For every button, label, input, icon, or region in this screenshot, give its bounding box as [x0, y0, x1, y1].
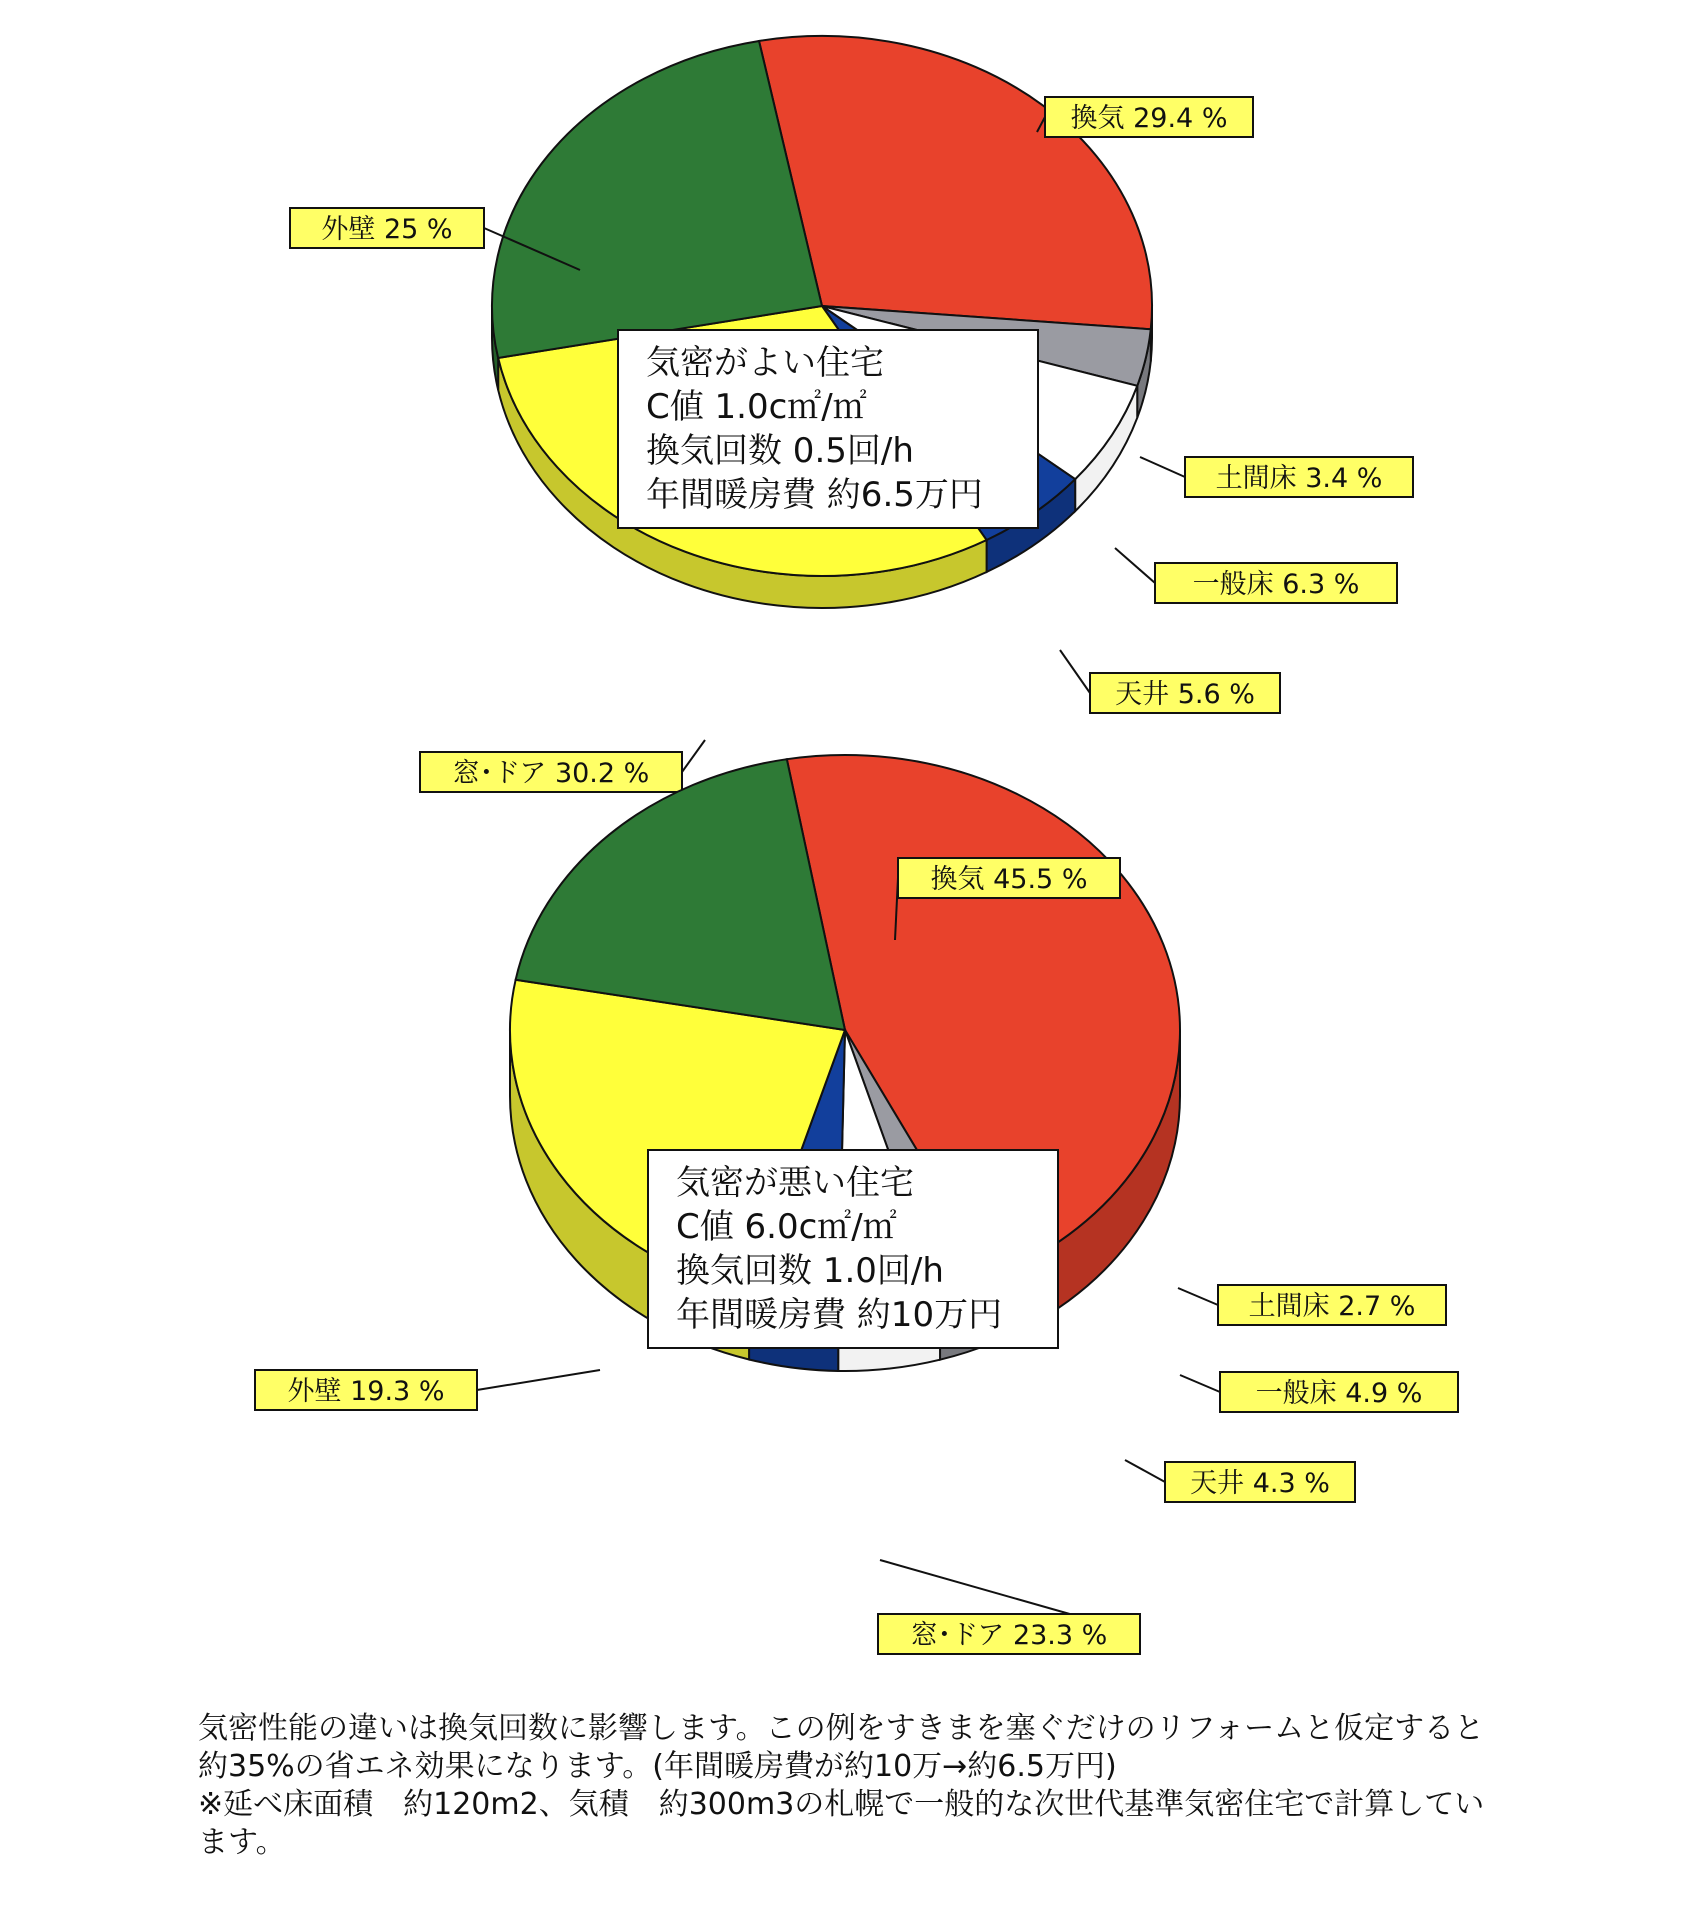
slice-label-outer-wall: 外壁 25 % — [321, 214, 453, 245]
pie-chart-good-airtight — [290, 36, 1413, 792]
slice-label-ceiling: 天井 5.6 % — [1115, 679, 1255, 710]
leader-line-floor — [1115, 548, 1155, 583]
leader-line-floor — [1180, 1375, 1220, 1392]
leader-line-ceiling — [1125, 1460, 1165, 1482]
leader-line-ceiling — [1060, 650, 1090, 693]
slice-label-floor: 一般床 4.9 % — [1255, 1378, 1423, 1409]
info-line-2: C値 6.0c㎡/㎡ — [676, 1207, 897, 1247]
info-box — [648, 1150, 1058, 1348]
info-line-3: 換気回数 1.0回/h — [676, 1251, 944, 1291]
slice-label-ventilation: 換気 29.4 % — [1070, 103, 1228, 134]
slice-label-ventilation: 換気 45.5 % — [930, 864, 1088, 895]
caption — [198, 1710, 1498, 1862]
info-line-4: 年間暖房費 約10万円 — [676, 1295, 1003, 1335]
slice-label-window-door: 窓･ドア 23.3 % — [910, 1620, 1108, 1651]
leader-line-earth-floor — [1178, 1288, 1218, 1305]
leader-line-earth-floor — [1140, 457, 1185, 477]
caption-line-2: ※延べ床面積 約120m2、気積 約300m3の札幌で一般的な次世代基準気密住宅で計算しています。 — [198, 1787, 1485, 1860]
slice-label-floor: 一般床 6.3 % — [1192, 569, 1360, 600]
info-line-1: 気密がよい住宅 — [646, 343, 884, 383]
slice-label-outer-wall: 外壁 19.3 % — [287, 1376, 445, 1407]
info-line-4: 年間暖房費 約6.5万円 — [646, 475, 983, 515]
slice-label-earth-floor: 土間床 2.7 % — [1248, 1291, 1416, 1322]
slice-label-window-door: 窓･ドア 30.2 % — [452, 758, 650, 789]
info-line-3: 換気回数 0.5回/h — [646, 431, 914, 471]
slice-label-earth-floor: 土間床 3.4 % — [1215, 463, 1383, 494]
info-box — [618, 330, 1038, 528]
info-line-2: C値 1.0c㎡/㎡ — [646, 387, 867, 427]
info-line-1: 気密が悪い住宅 — [676, 1163, 914, 1203]
leader-line-outer-wall — [477, 1370, 600, 1390]
slice-label-ceiling: 天井 4.3 % — [1190, 1468, 1330, 1499]
pie-chart-poor-airtight — [255, 755, 1458, 1654]
leader-line-window-door — [682, 740, 705, 772]
caption-line-1: 気密性能の違いは換気回数に影響します。この例をすきまを塞ぐだけのリフォームと仮定すると約35%の省エネ効果になります。(年間暖房費が約10万→約6.5万円) — [198, 1711, 1485, 1784]
